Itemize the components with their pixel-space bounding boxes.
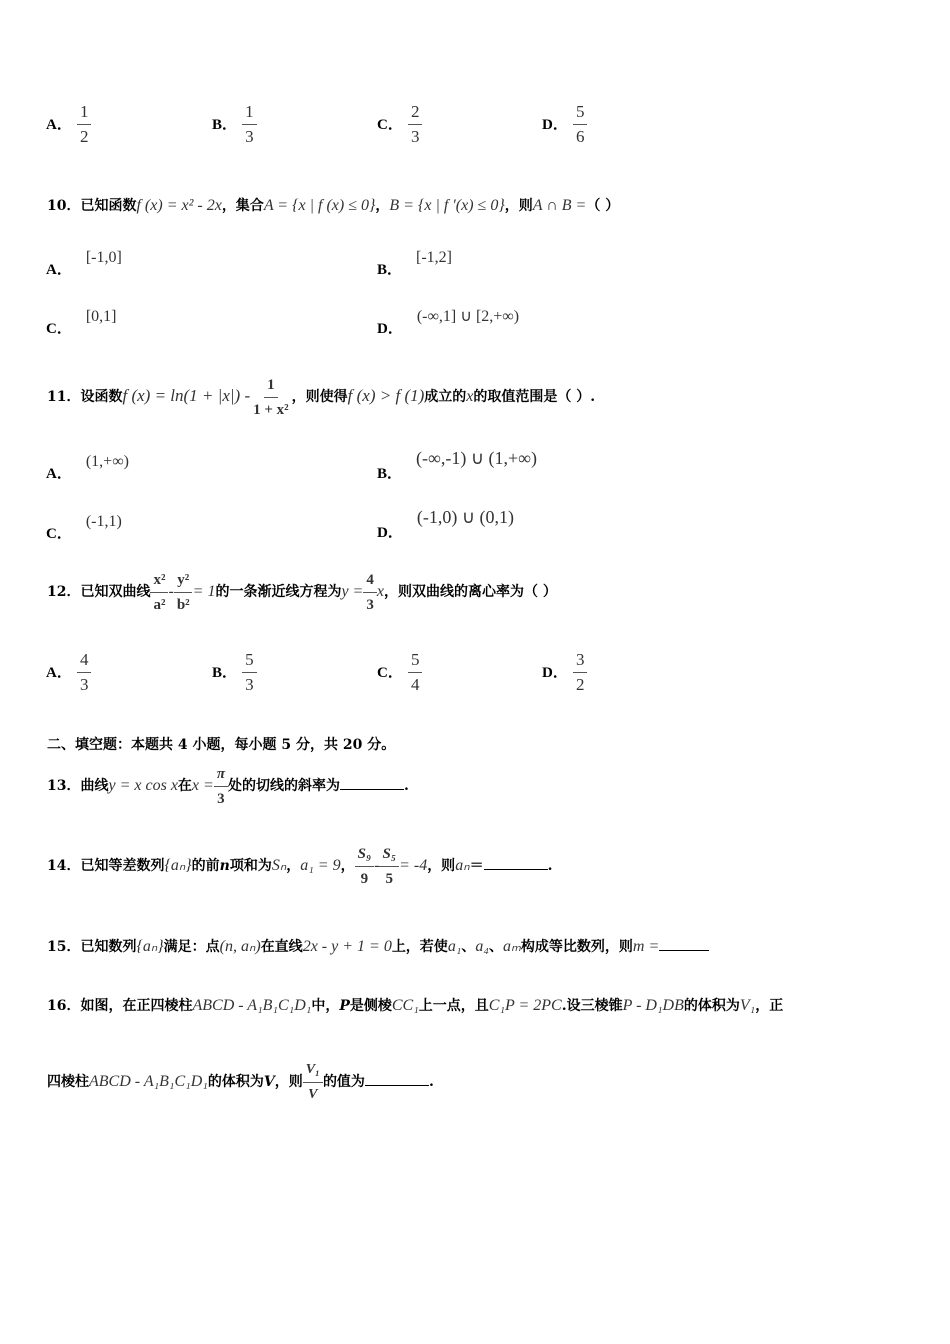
q10-option-d[interactable]: D．(-∞,1] ∪ [2,+∞)	[377, 308, 520, 337]
fraction: $\frac{\text{x²}}{\text{a²}}$	[150, 570, 168, 615]
q9-option-d[interactable]: D． $\frac{5}{6}$	[542, 102, 587, 147]
q11-stem: 11．设函数f (x) = ln(1 + |x|) - $\frac{1}{\text{1 + x²}}$ ，则使得f (x) > f (1)成立的x的取值范围是（ ）.	[47, 376, 596, 418]
q13-stem: 13．曲线y = x cos x在x = $\frac{\pi}{3}$ 处的切线的斜率为 .	[47, 765, 409, 807]
q10-option-b[interactable]: B．[-1,2]	[377, 249, 452, 278]
fraction: $\frac{5}{6}$	[573, 102, 588, 147]
fraction: $\frac{\text{S₉}}{9}$	[355, 844, 375, 889]
q12-option-b[interactable]: B． $\frac{5}{3}$	[212, 650, 257, 695]
section-title: 二、填空题：本题共 4 小题，每小题 5 分，共 20 分。	[47, 737, 396, 753]
q11-option-c[interactable]: C．(-1,1)	[46, 513, 122, 542]
q12-option-a[interactable]: A． $\frac{4}{3}$	[46, 650, 91, 695]
fraction: $\frac{1}{3}$	[242, 102, 257, 147]
q9-options	[0, 100, 950, 160]
q16-stem-line2: 四棱柱ABCD - A₁B₁C₁D₁的体积为V，则 $\frac{\text{V₁}}{V}$ 的值为 .	[47, 1058, 434, 1106]
fraction: $\frac{\text{y²}}{\text{b²}}$	[174, 570, 193, 615]
fraction: $\frac{5}{4}$	[408, 650, 423, 695]
fraction: $\frac{4}{3}$	[363, 570, 377, 615]
fraction: $\frac{2}{3}$	[408, 102, 423, 147]
q9-option-a[interactable]: A． $\frac{1}{2}$	[46, 102, 91, 147]
fraction: $\frac{\pi}{3}$	[214, 764, 228, 809]
answer-blank[interactable]	[484, 855, 548, 870]
q11-option-d[interactable]: D．(-1,0) ∪ (0,1)	[377, 507, 514, 541]
q10-option-a[interactable]: A．[-1,0]	[46, 249, 122, 278]
q10-stem: 10．已知函数f (x) = x² - 2x，集合A = {x | f (x) ≤ 0}，B = {x | f ′(x) ≤ 0}，则A ∩ B =（ ）	[47, 197, 620, 214]
fraction: $\frac{4}{3}$	[77, 650, 92, 695]
q11-option-b[interactable]: B．(-∞,-1) ∪ (1,+∞)	[377, 448, 537, 482]
q9-option-b[interactable]: B． $\frac{1}{3}$	[212, 102, 257, 147]
fraction: $\frac{\text{S₅}}{5}$	[379, 844, 399, 889]
q12-option-c[interactable]: C． $\frac{5}{4}$	[377, 650, 422, 695]
q11-option-a[interactable]: A．(1,+∞)	[46, 453, 129, 482]
q12-option-d[interactable]: D． $\frac{3}{2}$	[542, 650, 587, 695]
answer-blank[interactable]	[659, 936, 709, 951]
fraction: $\frac{5}{3}$	[242, 650, 257, 695]
fraction: $\frac{1}{\text{1 + x²}}$	[253, 376, 289, 418]
fraction: $\frac{3}{2}$	[573, 650, 588, 695]
q14-stem: 14．已知等差数列{aₙ}的前n项和为Sₙ，a₁ = 9， $\frac{\text{S₉}}{9}$ - $\frac{\text{S₅}}{5}$ = -4，则aₙ＝ .	[47, 845, 553, 887]
q15-stem: 15．已知数列{aₙ}满足：点(n, aₙ)在直线2x - y + 1 = 0上，若使a₁、a₄、aₘ构成等比数列，则m =	[47, 936, 709, 957]
q9-option-c[interactable]: C． $\frac{2}{3}$	[377, 102, 422, 147]
q12-options	[0, 648, 950, 708]
q12-stem: 12．已知双曲线 $\frac{\text{x²}}{\text{a²}}$ - $\frac{\text{y²}}{\text{b²}}$ = 1的一条渐近线方程为y = $\frac{4}{3}$ x，则双曲线的离心率为（ ）	[47, 571, 557, 613]
q16-stem: 16．如图，在正四棱柱ABCD - A₁B₁C₁D₁中，P是侧棱CC₁上一点，且C₁P = 2PC.设三棱锥P - D₁DB的体积为V₁，正	[47, 997, 784, 1014]
q10-option-c[interactable]: C．[0,1]	[46, 308, 117, 337]
fraction: $\frac{\text{V₁}}{V}$	[303, 1060, 323, 1105]
answer-blank[interactable]	[340, 775, 404, 790]
fraction: $\frac{1}{2}$	[77, 102, 92, 147]
answer-blank[interactable]	[365, 1071, 429, 1086]
